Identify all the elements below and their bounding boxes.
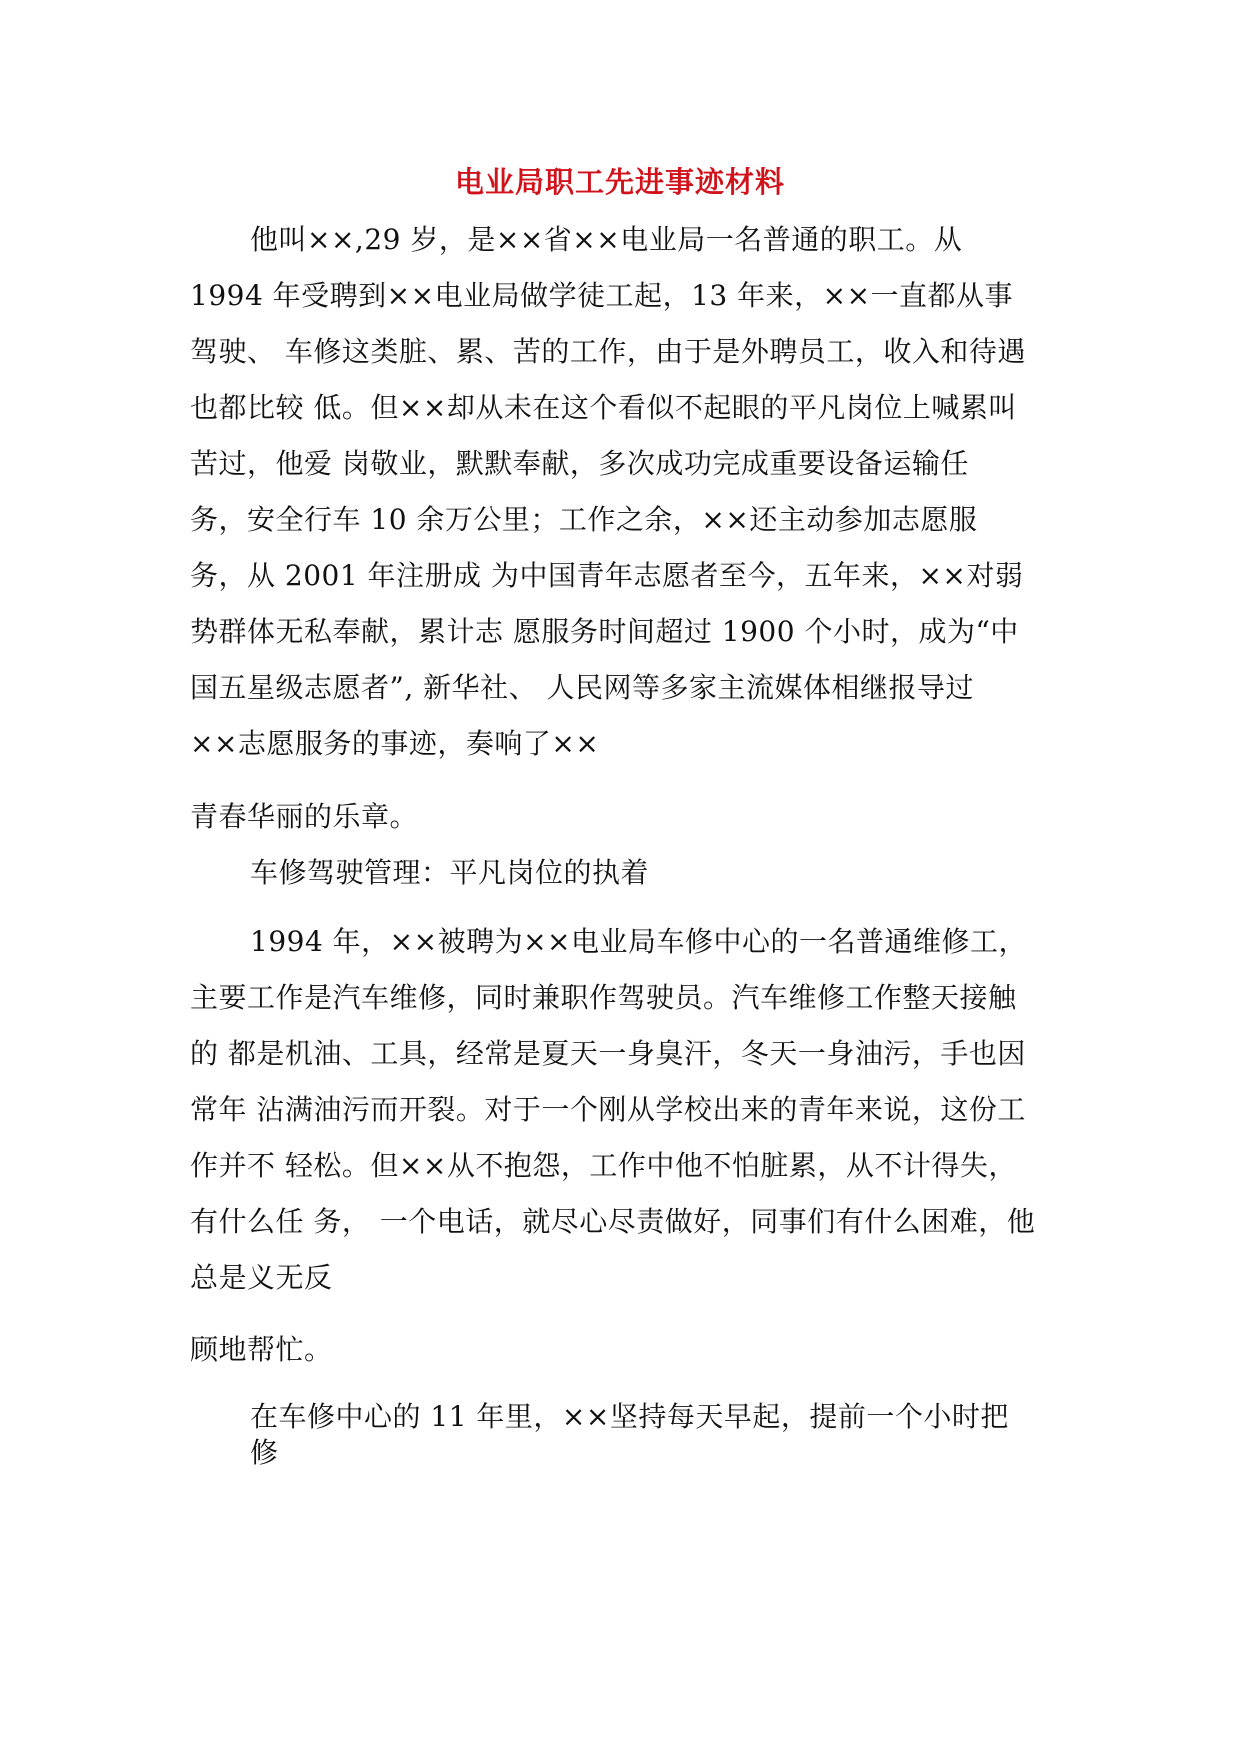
body-line: 常年 沾满油污而开裂。对于一个刚从学校出来的青年来说，这份工 (190, 1093, 1026, 1126)
body-line: 青春华丽的乐章。 (190, 800, 419, 833)
body-line: 有什么任 务， 一个电话，就尽心尽责做好，同事们有什么困难，他 (190, 1205, 1036, 1238)
body-line: 务，安全行车 10 余万公里；工作之余，××还主动参加志愿服 (190, 503, 978, 536)
body-line: 在车修中心的 11 年里，××坚持每天早起，提前一个小时把 (250, 1400, 1009, 1433)
body-line: ××志愿服务的事迹，奏响了×× (190, 727, 600, 760)
body-line: 修 (250, 1436, 279, 1469)
body-line: 势群体无私奉献，累计志 愿服务时间超过 1900 个小时，成为“中 (190, 615, 1019, 648)
body-line: 1994 年受聘到××电业局做学徒工起，13 年来，××一直都从事 (190, 279, 1014, 312)
body-line: 总是义无反 (190, 1261, 333, 1294)
document-title: 电业局职工先进事迹材料 (454, 165, 785, 199)
body-line: 作并不 轻松。但××从不抱怨，工作中他不怕脏累，从不计得失， (190, 1149, 1017, 1182)
body-line: 顾地帮忙。 (190, 1333, 333, 1366)
body-line: 他叫××,29 岁，是××省××电业局一名普通的职工。从 (250, 223, 963, 256)
body-line: 驾驶、 车修这类脏、累、苦的工作，由于是外聘员工，收入和待遇 (190, 335, 1026, 368)
body-line: 的 都是机油、工具，经常是夏天一身臭汗，冬天一身油污，手也因 (190, 1037, 1026, 1070)
section-heading: 车修驾驶管理：平凡岗位的执着 (250, 856, 650, 889)
body-line: 也都比较 低。但××却从未在这个看似不起眼的平凡岗位上喊累叫 (190, 391, 1017, 424)
body-line: 苦过，他爱 岗敬业，默默奉献，多次成功完成重要设备运输任 (190, 447, 969, 480)
body-line: 主要工作是汽车维修，同时兼职作驾驶员。汽车维修工作整天接触 (190, 981, 1017, 1014)
body-line: 国五星级志愿者”, 新华社、 人民网等多家主流媒体相继报导过 (190, 671, 975, 704)
body-line: 1994 年，××被聘为××电业局车修中心的一名普通维修工， (250, 925, 1028, 958)
body-line: 务，从 2001 年注册成 为中国青年志愿者至今，五年来，××对弱 (190, 559, 1024, 592)
